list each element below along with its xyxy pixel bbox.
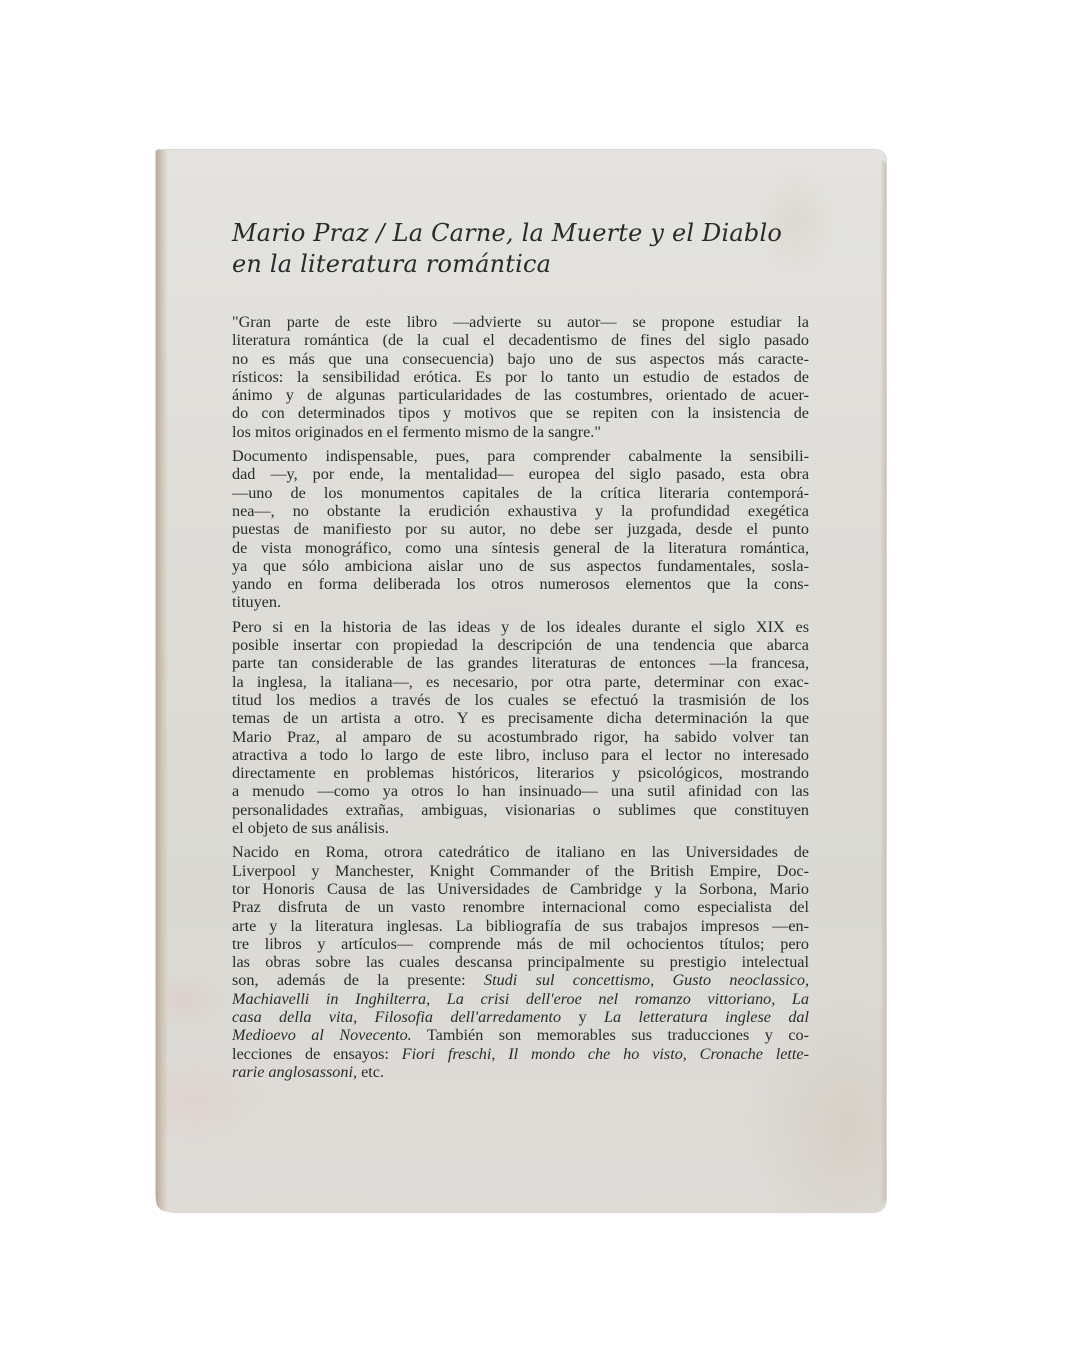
work-title: La letteratura inglese dal xyxy=(604,1007,810,1026)
text-run: etc. xyxy=(357,1062,384,1081)
text-line: "Gran parte de este libro —advierte su autor— se propone estudiar la xyxy=(232,313,809,331)
text-line: do con determinados tipos y motivos que se repiten con la insistencia de xyxy=(232,404,809,423)
text-line: Nacido en Roma, otrora catedrático de italiano en las Universidades de xyxy=(232,843,809,862)
text-line: yando en forma deliberada los otros numerosos elementos que la cons- xyxy=(232,575,809,594)
paragraph-history xyxy=(232,618,809,838)
paragraph-document xyxy=(232,447,809,612)
title-line-2: en la literatura romántica xyxy=(232,250,552,278)
text-line: Pero si en la historia de las ideas y de los ideales durante el siglo XIX es xyxy=(232,617,809,636)
text-line: ánimo y de algunas particularidades de las costumbres, orientado de acuer- xyxy=(232,386,809,405)
text-line: nea—, no obstante la erudición exhaustiva y la profundidad exegética xyxy=(232,501,809,520)
text-line: arte y la literatura inglesas. La bibliografía de sus trabajos impresos —en- xyxy=(232,916,809,935)
text-line: Praz disfruta de un vasto renombre internacional como especialista del xyxy=(232,898,809,917)
text-line: a menudo —como ya otros lo han insinuado— una sutil afinidad con las xyxy=(232,782,809,801)
work-title: Studi sul concettismo, Gusto neoclassico, xyxy=(484,971,809,990)
paragraph-author-bio xyxy=(232,843,809,1081)
text-line-works xyxy=(232,990,809,1008)
text-line: no es más que una consecuencia) bajo uno de sus aspectos más caracte- xyxy=(232,349,809,368)
text-line-works xyxy=(232,1045,809,1063)
text-line: Documento indispensable, pues, para comprender cabalmente la sensibili- xyxy=(232,447,809,466)
text-line-works xyxy=(232,1063,809,1081)
text-line: Mario Praz, al amparo de su acostumbrado rigor, ha sabido volver tan xyxy=(232,727,809,746)
work-title: rarie anglosassoni, xyxy=(232,1062,358,1081)
text-line: las obras sobre las cuales descansa principalmente su prestigio intelectual xyxy=(232,953,809,972)
text-line: el objeto de sus análisis. xyxy=(232,819,389,838)
text-line: tor Honoris Causa de las Universidades de Cambridge y la Sorbona, Mario xyxy=(232,879,809,898)
text-run: y xyxy=(561,1007,604,1026)
work-title: Fiori freschi, Il mondo che ho visto, Cronache lette- xyxy=(401,1044,810,1063)
text-line: literatura romántica (de la cual el decadentismo de fines del siglo pasado xyxy=(232,331,809,350)
work-title: casa della vita, Filosofia dell'arredamento xyxy=(232,1007,562,1026)
text-line: —uno de los monumentos capitales de la crítica literaria contemporá- xyxy=(232,483,809,502)
title-line-1: Mario Praz / La Carne, la Muerte y el Diablo xyxy=(232,219,782,247)
text-line: de vista monográfico, como una síntesis general de la literatura romántica, xyxy=(232,538,809,557)
text-line: posible insertar con propiedad la descripción de una tendencia que abarca xyxy=(232,636,809,655)
text-line: temas de un artista a otro. Y es precisamente dicha determinación la que xyxy=(232,709,809,728)
text-line: dad —y, por ende, la mentalidad— europea del siglo pasado, esta obra xyxy=(232,465,809,484)
work-title: Medioevo al Novecento. xyxy=(232,1026,412,1045)
text-line: puestas de manifiesto por su autor, no debe ser juzgada, desde el punto xyxy=(232,520,809,539)
work-title: Machiavelli in Inghilterra, La crisi dell'eroe nel romanzo vittoriano, La xyxy=(232,989,809,1008)
text-line: la inglesa, la italiana—, es necesario, por otra parte, determinar con exac- xyxy=(232,672,809,691)
text-line: titud los medios a través de los cuales se efectuó la trasmisión de los xyxy=(232,690,809,709)
text-line: rísticos: la sensibilidad erótica. Es por lo tanto un estudio de estados de xyxy=(232,367,809,386)
text-line: tre libros y artículos— comprende más de mil ochocientos títulos; pero xyxy=(232,934,809,953)
text-line: personalidades extrañas, ambiguas, visionarias o sublimes que constituyen xyxy=(232,800,809,819)
text-run: También son memorables sus traducciones y co- xyxy=(411,1026,809,1045)
text-run: lecciones de ensayos: xyxy=(232,1044,402,1063)
text-line: parte tan considerable de las grandes literaturas de entonces —la francesa, xyxy=(232,654,809,673)
blurb-text xyxy=(232,313,809,1087)
paragraph-quote xyxy=(232,313,809,441)
text-line-works xyxy=(232,1008,809,1026)
text-line: directamente en problemas históricos, literarios y psicológicos, mostrando xyxy=(232,764,809,783)
text-line-works xyxy=(232,1026,809,1044)
text-line: los mitos originados en el fermento mismo de la sangre." xyxy=(232,422,601,441)
text-line: Liverpool y Manchester, Knight Commander of the British Empire, Doc- xyxy=(232,861,809,880)
text-line: atractiva a todo lo largo de este libro, incluso para el lector no interesado xyxy=(232,745,809,764)
text-run: son, además de la presente: xyxy=(232,971,484,990)
book-title xyxy=(232,218,832,280)
text-line-works xyxy=(232,971,809,989)
text-line: ya que sólo ambiciona aislar uno de sus aspectos fundamentales, sosla- xyxy=(232,556,809,575)
book-back-cover xyxy=(156,150,886,1212)
text-line: tituyen. xyxy=(232,593,282,612)
